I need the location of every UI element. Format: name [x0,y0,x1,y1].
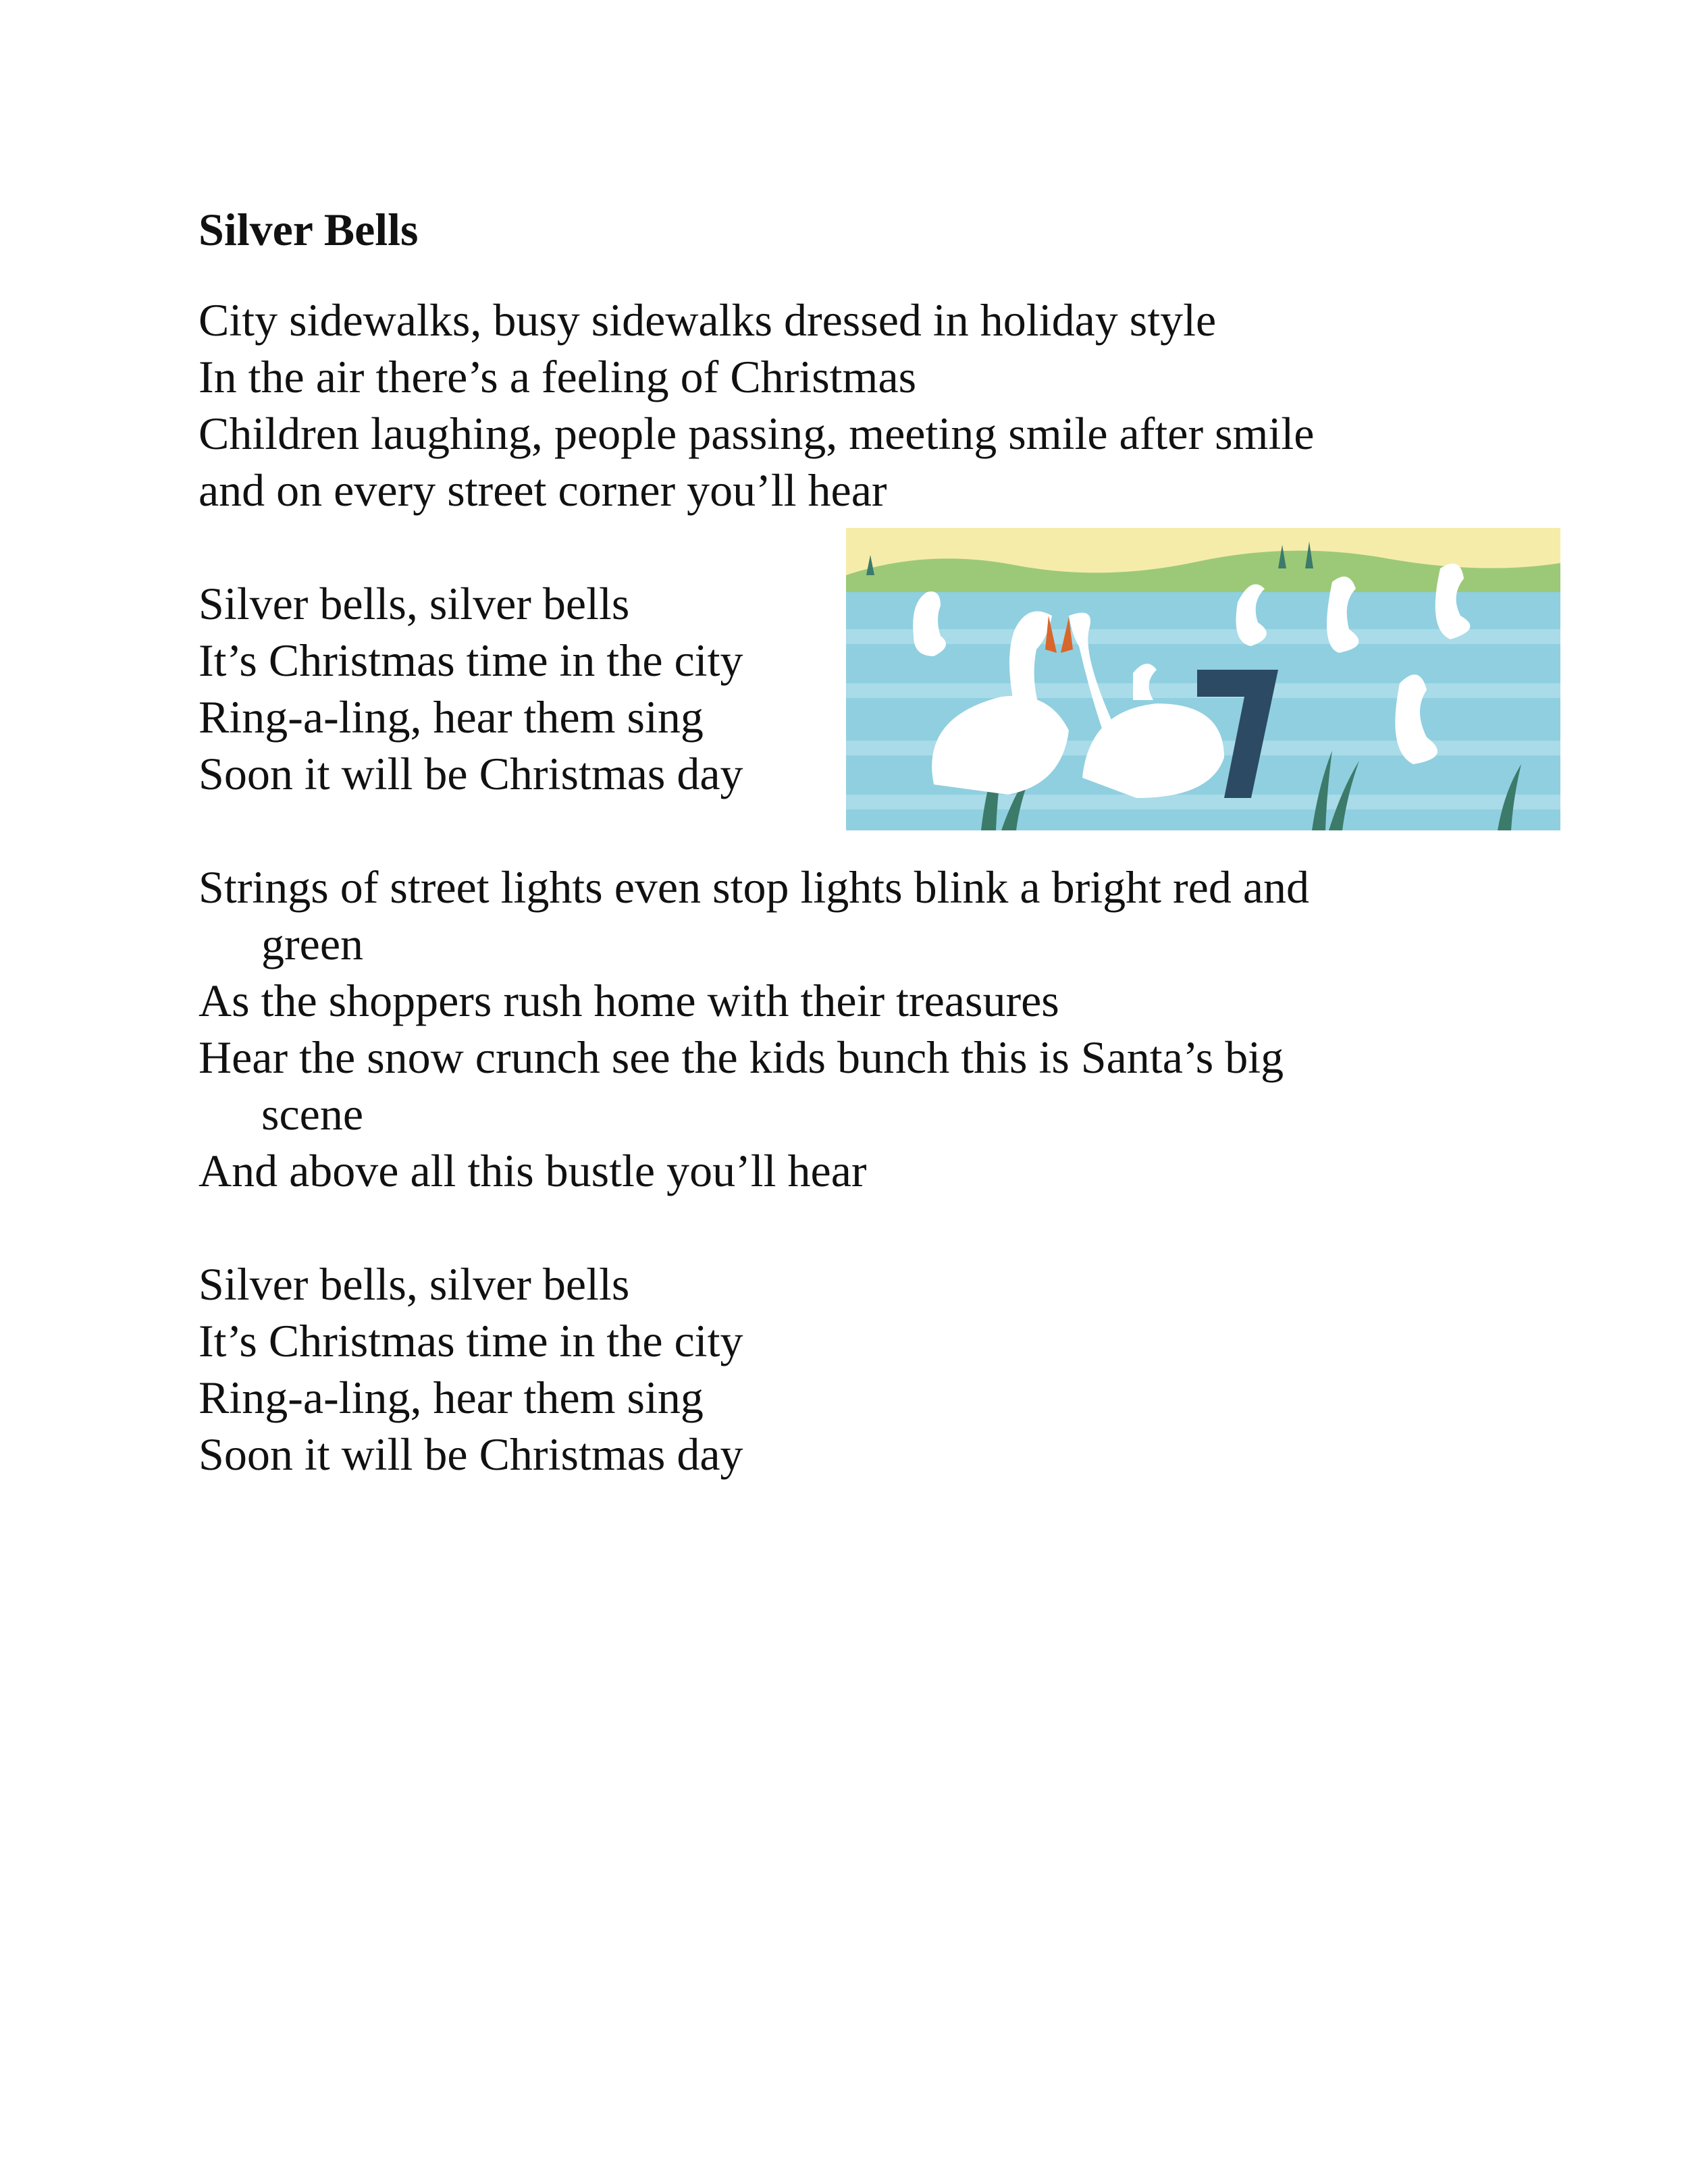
verse-2-line-1: Strings of street lights even stop lights blink a bright red and [199,861,1310,913]
verse-2-line-3-continued: scene [261,1088,364,1140]
chorus-2 [199,1256,1481,1483]
verse-1-line-2: In the air there’s a feeling of Christmas [199,351,917,402]
song-title: Silver Bells [199,204,419,255]
verse-1-line-1: City sidewalks, busy sidewalks dressed in holiday style [199,294,1217,346]
chorus-2-line-1: Silver bells, silver bells [199,1258,630,1310]
chorus-1-line-1: Silver bells, silver bells [199,578,630,629]
verse-1 [199,292,1481,518]
verse-2-line-4: And above all this bustle you’ll hear [199,1145,867,1196]
swans-illustration-art [846,528,1560,830]
verse-2 [199,859,1481,1199]
chorus-1-line-3: Ring-a-ling, hear them sing [199,691,704,743]
chorus-1-line-2: It’s Christmas time in the city [199,635,743,686]
chorus-2-line-2: It’s Christmas time in the city [199,1315,743,1366]
verse-2-line-3: Hear the snow crunch see the kids bunch this is Santa’s big [199,1032,1284,1083]
verse-1-line-3: Children laughing, people passing, meeting smile after smile [199,408,1315,459]
chorus-2-line-3: Ring-a-ling, hear them sing [199,1372,704,1423]
chorus-1-line-4: Soon it will be Christmas day [199,748,743,799]
verse-2-line-1-continued: green [261,918,364,969]
verse-1-line-4: and on every street corner you’ll hear [199,464,887,516]
chorus-2-line-4: Soon it will be Christmas day [199,1429,743,1480]
verse-2-line-2: As the shoppers rush home with their treasures [199,975,1059,1026]
numeral-seven-label: 7 [1251,784,1252,785]
swans-illustration [846,528,1560,830]
